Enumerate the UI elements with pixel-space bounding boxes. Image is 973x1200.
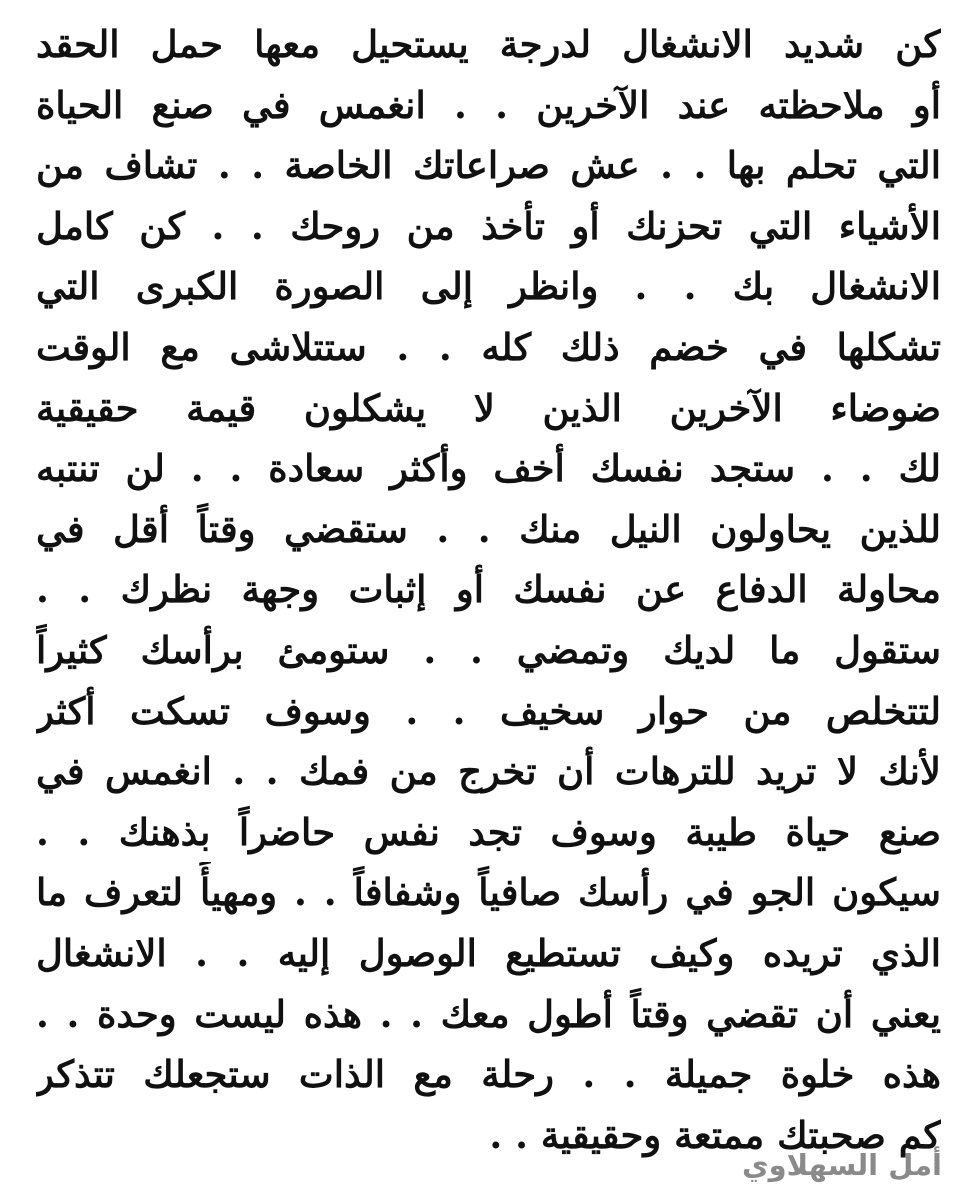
quote-text (36, 14, 941, 1165)
text-line-18: هذه خلوة جميلة . . رحلة مع الذات ستجعلك تتذكر (36, 1052, 941, 1097)
text-line-14: صنع حياة طيبة وسوف تجد نفس حاضراً بذهنك . . (36, 809, 941, 854)
text-line-12: لتتخلص من حوار سخيف . . وسوف تسكت أكثر (36, 688, 941, 733)
text-line-9: للذين يحاولون النيل منك . . ستقضي وقتاً أقل في (36, 506, 941, 551)
text-line-4: الأشياء التي تحزنك أو تأخذ من روحك . . كن كامل (36, 203, 941, 248)
text-line-1: كن شديد الانشغال لدرجة يستحيل معها حمل الحقد (36, 22, 941, 66)
text-line-15: سيكون الجو في رأسك صافياً وشفافاً . . ومهيأً لتعرف ما (36, 870, 941, 915)
text-line-16: الذي تريده وكيف تستطيع الوصول إليه . . الانشغال (36, 930, 941, 975)
text-line-5: الانشغال بك . . وانظر إلى الصورة الكبرى التي (36, 264, 941, 309)
text-line-2: أو ملاحظته عند الآخرين . . انغمس في صنع الحياة (36, 82, 941, 127)
text-line-10: محاولة الدفاع عن نفسك أو إثبات وجهة نظرك . . (36, 567, 941, 612)
text-line-11: ستقول ما لديك وتمضي . . ستومئ برأسك كثيراً (36, 627, 941, 672)
text-line-13: لأنك لا تريد للترهات أن تخرج من فمك . . انغمس في (36, 749, 941, 794)
text-line-6: تشكلها في خضم ذلك كله . . ستتلاشى مع الوقت (36, 324, 941, 369)
text-line-17: يعني أن تقضي وقتاً أطول معك . . هذه ليست وحدة . . (36, 991, 941, 1036)
author-name: أمل السهلاوي (742, 1148, 942, 1182)
text-line-19: كم صحبتك ممتعة وحقيقية . . (489, 1112, 941, 1157)
text-line-8: لك . . ستجد نفسك أخف وأكثر سعادة . . لن تنتبه (36, 446, 941, 491)
text-line-7: ضوضاء الآخرين الذين لا يشكلون قيمة حقيقية (36, 385, 941, 430)
text-line-3: التي تحلم بها . . عش صراعاتك الخاصة . . تشاف من (36, 143, 941, 188)
